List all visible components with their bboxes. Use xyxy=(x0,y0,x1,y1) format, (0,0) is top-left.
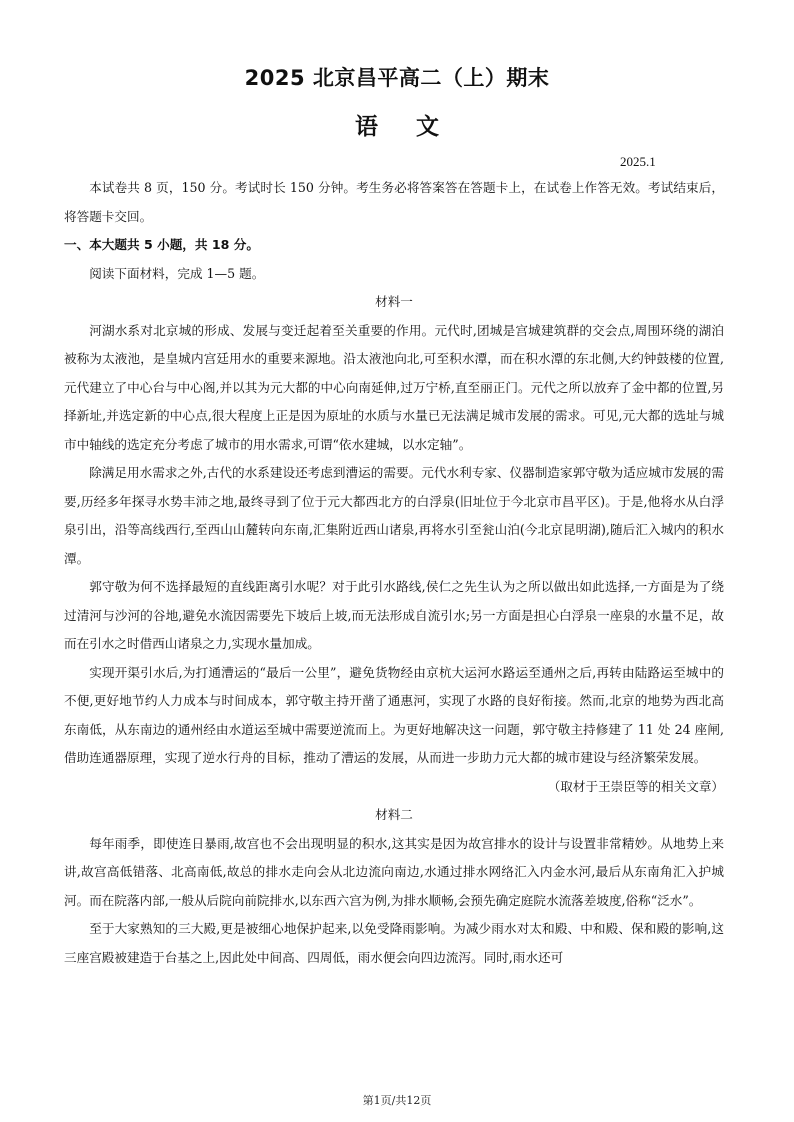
material-1-source: （取材于王崇臣等的相关文章） xyxy=(547,778,724,794)
page-number: 第1页/共12页 xyxy=(362,1094,432,1107)
subject-title: 语文 xyxy=(355,114,477,140)
material-1-paragraph: 河湖水系对北京城的形成、发展与变迁起着至关重要的作用。元代时,团城是宫城建筑群的交会点,周围环绕的湖泊被称为太液池，是皇城内宫廷用水的重要来源地。沿太液池向北,可至积水潭，而在积水潭的东北侧,大约钟鼓楼的位置,元代建立了中心台与中心阁,并以其为元大都的中心向南延伸,过万宁桥,直至丽正门。元代之所以放弃了金中都的位置,另择新址,并选定新的中心点,很大程度上正是因为原址的水质与水量已无法满足城市发展的需求。可见,元大都的选址与城市中轴线的选定充分考虑了城市的用水需求,可谓“依水建城，以水定轴”。 xyxy=(64,322,724,452)
exam-date: 2025.1 xyxy=(620,154,656,169)
section-heading: 一、本大题共 5 小题，共 18 分。 xyxy=(64,237,259,252)
material-1-paragraph: 实现开渠引水后,为打通漕运的“最后一公里”，避免货物经由京杭大运河水路运至通州之后,再转由陆路运至城中的不便,更好地节约人力成本与时间成本，郭守敬主持开凿了通惠河，实现了水路的良好衔接。然而,北京的地势为西北高东南低，从东南边的通州经由水道运至城中需要逆流而上。为更好地解决这一问题，郭守敬主持修建了 11 处 24 座闸,借助连通器原理，实现了逆水行舟的目标，推动了漕运的发展，从而进一步助力元大都的城市建设与经济繁荣发展。 xyxy=(64,664,724,765)
exam-notice: 本试卷共 8 页，150 分。考试时长 150 分钟。考生务必将答案答在答题卡上，在试卷上作答无效。考试结束后，将答题卡交回。 xyxy=(64,180,724,224)
exam-title: 2025 北京昌平高二（上）期末 xyxy=(244,66,550,90)
material-2-label: 材料二 xyxy=(375,807,413,822)
exam-body xyxy=(64,174,724,972)
material-1-label: 材料一 xyxy=(375,294,413,309)
material-1-paragraph: 除满足用水需求之外,古代的水系建设还考虑到漕运的需要。元代水利专家、仪器制造家郭守敬为适应城市发展的需要,历经多年探寻水势丰沛之地,最终寻到了位于元大都西北方的白浮泉(旧址位于今北京市昌平区)。于是,他将水从白浮泉引出，沿等高线西行,至西山山麓转向东南,汇集附近西山诸泉,再将水引至瓮山泊(今北京昆明湖),随后汇入城内的积水潭。 xyxy=(64,465,724,566)
material-1-paragraph: 郭守敬为何不选择最短的直线距离引水呢？对于此引水路线,侯仁之先生认为之所以做出如此选择,一方面是为了绕过清河与沙河的谷地,避免水流因需要先下坡后上坡,而无法形成自流引水;另一方面是担心白浮泉一座泉的水量不足，故而在引水之时借西山诸泉之力,实现水量加成。 xyxy=(64,579,724,651)
section-instruction: 阅读下面材料，完成 1—5 题。 xyxy=(89,265,265,281)
material-2-paragraph: 至于大家熟知的三大殿,更是被细心地保护起来,以免受降雨影响。为减少雨水对太和殿、中和殿、保和殿的影响,这三座宫殿被建造于台基之上,因此处中间高、四周低，雨水便会向四边流泻。同时,雨水还可 xyxy=(64,921,724,965)
material-2-paragraph: 每年雨季，即使连日暴雨,故宫也不会出现明显的积水,这其实是因为故宫排水的设计与设置非常精妙。从地势上来讲,故宫高低错落、北高南低,故总的排水走向会从北边流向南边,水通过排水网络汇入内金水河,最后从东南角汇入护城河。而在院落内部,一般从后院向前院排水,以东西六宫为例,为排水顺畅,会预先确定庭院水流落差坡度,俗称“泛水”。 xyxy=(64,835,724,908)
